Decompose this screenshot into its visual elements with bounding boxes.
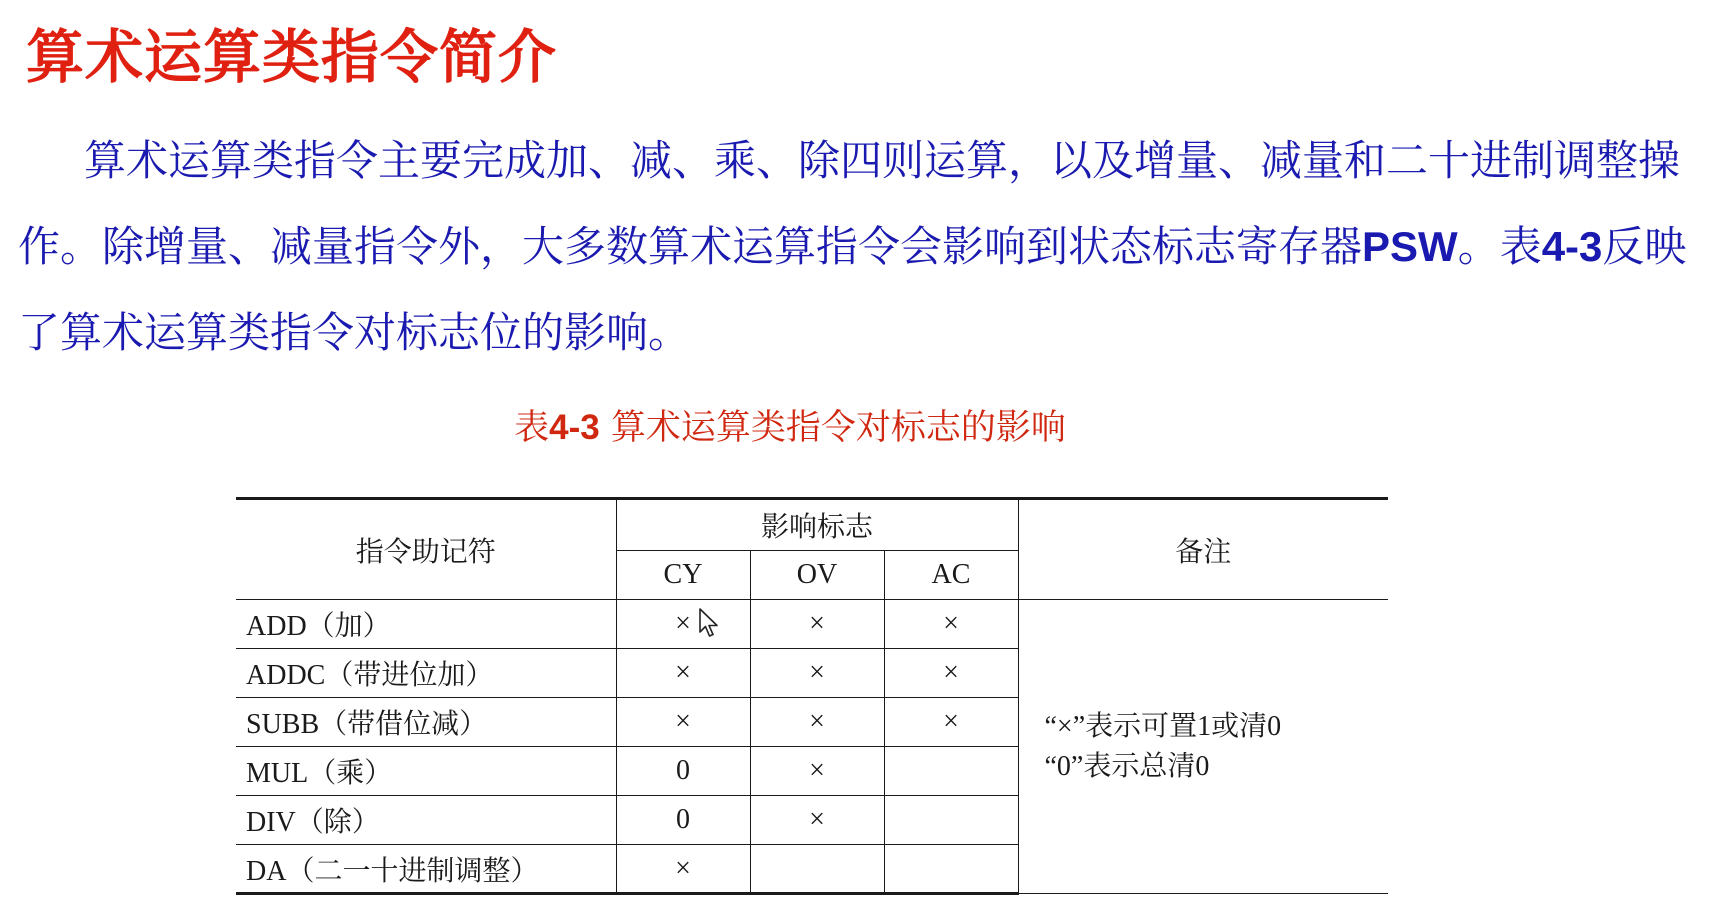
row-ac: × (884, 600, 1018, 649)
table-row (236, 600, 1388, 649)
remark-line: “0”表示总清0 (1044, 750, 1210, 782)
row-cy: × (616, 845, 750, 894)
header-remark: 备注 (1018, 499, 1388, 600)
caption-number: 4-3 (549, 408, 600, 447)
paragraph-psw: PSW (1362, 223, 1458, 270)
caption-prefix: 表 (514, 408, 550, 448)
row-ov (750, 845, 884, 894)
remark-line: “×”表示可置1或清0 (1044, 710, 1282, 742)
row-mnemonic: SUBB（带借位减） (236, 698, 616, 747)
row-ov: × (750, 649, 884, 698)
header-flags-group: 影响标志 (616, 499, 1018, 551)
slide-title: 算术运算类指令简介 (26, 23, 558, 91)
row-ov: × (750, 796, 884, 845)
row-ac: × (884, 649, 1018, 698)
header-cy: CY (616, 551, 750, 600)
row-ac (884, 845, 1018, 894)
caption-text: 算术运算类指令对标志的影响 (599, 408, 1066, 448)
row-cy: 0 (616, 747, 750, 796)
row-ac (884, 796, 1018, 845)
paragraph-mid: 。表 (1457, 222, 1542, 271)
row-cy: × (616, 649, 750, 698)
remark-cell (1018, 600, 1388, 894)
row-ac: × (884, 698, 1018, 747)
row-mnemonic: ADDC（带进位加） (236, 649, 616, 698)
row-mnemonic: ADD（加） (236, 600, 616, 649)
row-cy: 0 (616, 796, 750, 845)
row-ov: × (750, 747, 884, 796)
header-ov: OV (750, 551, 884, 600)
header-mnemonic: 指令助记符 (236, 499, 616, 600)
row-cy: × (616, 698, 750, 747)
flag-effect-table (236, 497, 1388, 895)
row-mnemonic: DIV（除） (236, 796, 616, 845)
row-ov: × (750, 600, 884, 649)
row-mnemonic: DA（二一十进制调整） (236, 845, 616, 894)
row-ac (884, 747, 1018, 796)
mouse-pointer-icon (698, 608, 720, 638)
table-caption (0, 400, 1580, 450)
table-header-row (236, 499, 1388, 551)
header-ac: AC (884, 551, 1018, 600)
row-mnemonic: MUL（乘） (236, 747, 616, 796)
paragraph-intro: 算术运算类指令主要完成加、减、乘、除四则运算，以及增量、减量和二十进制调整操作。除增量、减量指令外，大多数算术运算指令会影响到状态标志寄存器 (18, 136, 1681, 271)
paragraph-table-ref: 4-3 (1541, 223, 1603, 270)
row-cy: × (616, 600, 750, 649)
paragraph-outro: 反映了算术运算类指令对标志位的影响。 (18, 222, 1687, 357)
intro-paragraph (18, 118, 1708, 376)
row-ov: × (750, 698, 884, 747)
